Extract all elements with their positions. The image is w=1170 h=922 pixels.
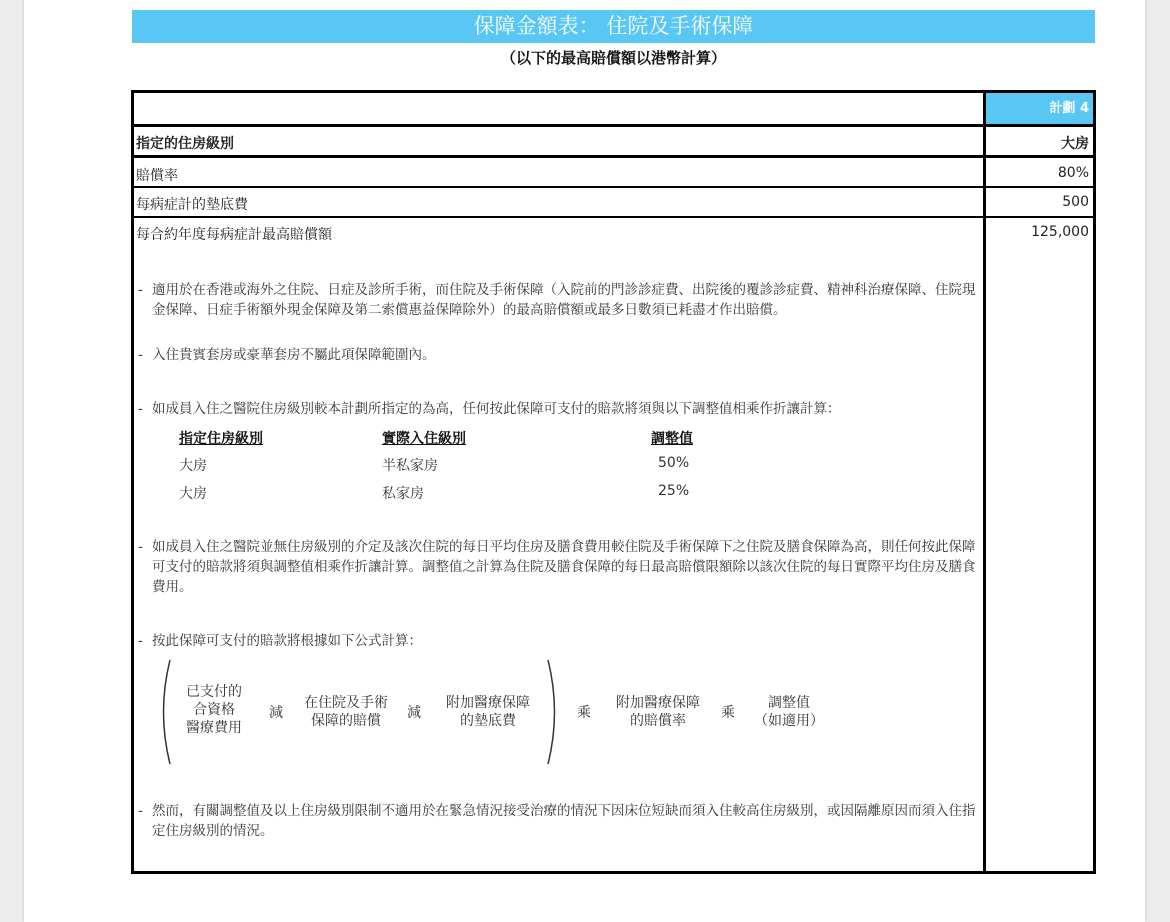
row-label-reimbursement-rate: 賠償率 (136, 168, 178, 184)
note-3: - 如成員入住之醫院住房級別較本計劃所指定的為高，任何按此保障可支付的賠款將須與以下調整值相乘作折讓計算： (138, 401, 841, 417)
adj-row1-actual: 半私家房 (382, 458, 438, 474)
adj-row2-designated: 大房 (179, 486, 207, 502)
left-paren-icon (154, 658, 174, 766)
adj-row2-actual: 私家房 (382, 486, 424, 502)
row-value-deductible: 500 (1062, 194, 1089, 210)
adj-row1-factor: 50% (658, 455, 690, 471)
plan-header: 計劃 4 (986, 93, 1093, 124)
row-label-room-class: 指定的住房級別 (136, 136, 234, 152)
formula-reimbursement-rate: 附加醫療保障 的賠償率 (616, 695, 700, 729)
row-value-reimbursement-rate: 80% (1057, 165, 1089, 181)
note-6: - 然而，有關調整值及以上住房級別限制不適用於在緊急情況接受治療的情況下因床位短缺而須入住較高住房級別，或因隔離原因而須入住指定住房級別的情況。 (138, 803, 976, 839)
row-label-max-benefit: 每合約年度每病症計最高賠償額 (136, 227, 332, 243)
formula-op-times-1: 乘 (577, 705, 591, 721)
note-1: - 適用於在香港或海外之住院、日症及診所手術，而住院及手術保障（入院前的門診診症費、出院後的覆診診症費、精神科治療保障、住院現金保障、日症手術額外現金保障及第二索償惠益保障除外）的最高賠償額或最多日數須已耗盡才作出賠償。 (138, 282, 976, 318)
adj-row2-factor: 25% (658, 483, 690, 499)
formula-adjustment-factor: 調整值 （如適用） (754, 695, 824, 729)
benefit-table (131, 90, 1096, 874)
row-value-room-class: 大房 (1061, 136, 1089, 152)
page-title: 保障金額表： 住院及手術保障 (132, 10, 1095, 43)
row-divider (134, 216, 1093, 218)
adj-header-factor: 調整值 (651, 431, 693, 447)
row-value-max-benefit: 125,000 (1031, 224, 1089, 240)
adj-header-designated: 指定住房級別 (179, 431, 263, 447)
page-subtitle: （以下的最高賠償額以港幣計算） (500, 49, 726, 67)
right-paren-icon (544, 658, 564, 766)
note-2: - 入住貴賓套房或豪華套房不屬此項保障範圍內。 (138, 347, 436, 363)
row-divider (134, 186, 1093, 188)
document-page (24, 0, 1145, 922)
adj-header-actual: 實際入住級別 (382, 431, 466, 447)
formula-op-minus-1: 減 (269, 705, 283, 721)
formula-deductible: 附加醫療保障 的墊底費 (446, 695, 530, 729)
row-divider (134, 155, 1093, 158)
row-label-deductible: 每病症計的墊底費 (136, 197, 248, 213)
formula-op-minus-2: 減 (407, 705, 421, 721)
note-4: - 如成員入住之醫院並無住房級別的介定及該次住院的每日平均住房及膳食費用較住院及手術保障下之住院及膳食保障為高，則任何按此保障可支付的賠款將須與調整值相乘作折讓計算。調整值之計算為住院及膳食保障的每日最高賠償限額除以該次住院的每日實際平均住房及膳食費用。 (138, 539, 976, 595)
adj-row1-designated: 大房 (179, 458, 207, 474)
formula-hs-benefit: 在住院及手術 保障的賠償 (304, 695, 388, 729)
row-divider (134, 124, 1093, 127)
formula-eligible-expenses: 已支付的 合資格 醫療費用 (186, 684, 242, 736)
formula-op-times-2: 乘 (721, 705, 735, 721)
note-5: - 按此保障可支付的賠款將根據如下公式計算： (138, 633, 422, 649)
